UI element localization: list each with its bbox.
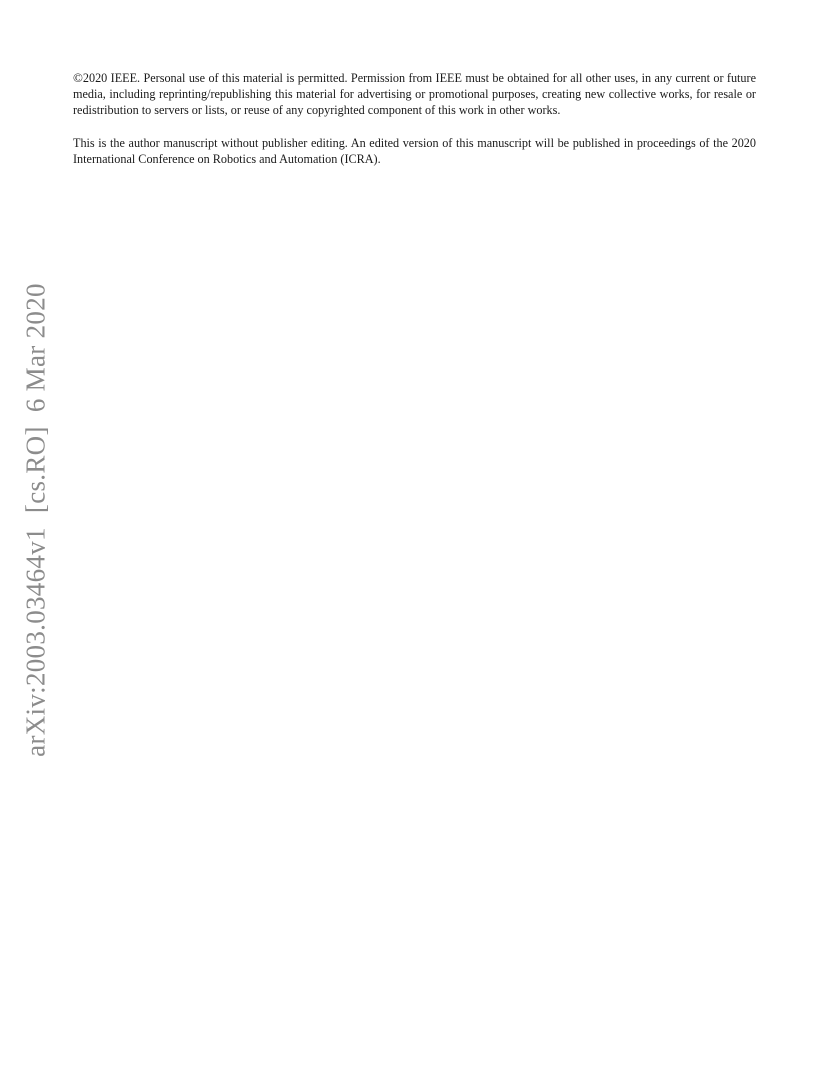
arxiv-identifier-stamp: arXiv:2003.03464v1 [cs.RO] 6 Mar 2020 xyxy=(20,283,51,757)
copyright-notice xyxy=(73,70,756,183)
copyright-symbol: © xyxy=(73,70,83,85)
copyright-text: 2020 IEEE. Personal use of this material is permitted. Permission from IEEE must be obtained for all other uses, in any current or future media, including reprinting/republishing this material for advertising or promotional purposes, creating new collective works, for resale or redistribution to servers or lists, or reuse of any copyrighted component of this work in other works. xyxy=(73,71,756,118)
copyright-paragraph xyxy=(73,70,756,119)
manuscript-paragraph: This is the author manuscript without publisher editing. An edited version of this manuscript will be published in proceedings of the 2020 International Conference on Robotics and Automation (ICRA). xyxy=(73,135,756,166)
